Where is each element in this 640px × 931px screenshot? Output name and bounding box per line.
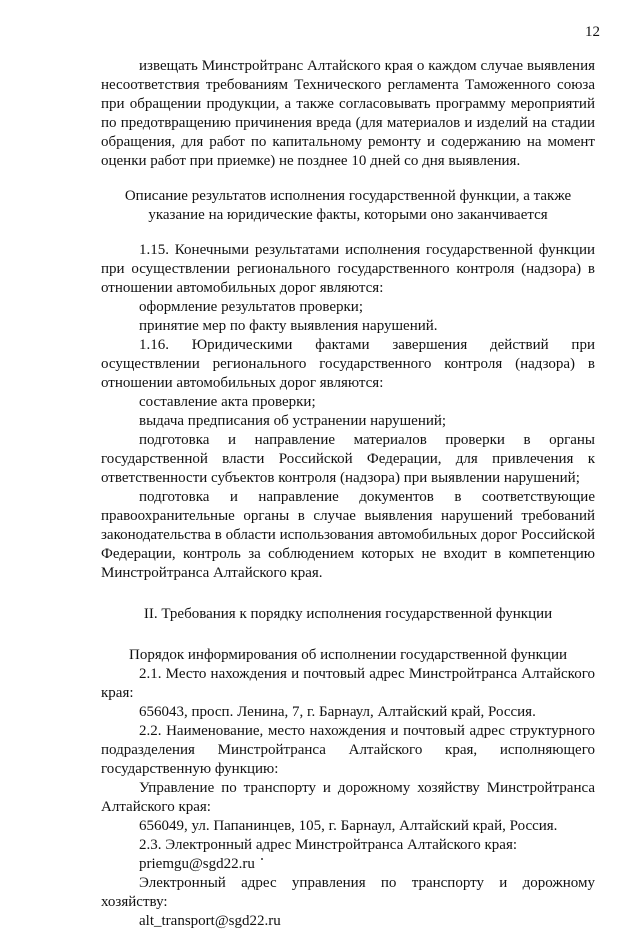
paragraph-1-16: 1.16. Юридическими фактами завершения действий при осуществлении регионального государственного контроля (надзора) в отношении автомобильных дорог являются:: [101, 337, 595, 391]
paragraph-2-1: 2.1. Место нахождения и почтовый адрес Минстройтранса Алтайского края:: [101, 666, 595, 701]
ministry-email: priemgu@sgd22.ru: [139, 856, 255, 872]
informing-subheading: Порядок информирования об исполнении государственной функции: [128, 647, 567, 663]
page-content: [101, 57, 595, 931]
department-email: alt_transport@sgd22.ru: [139, 913, 281, 929]
intro-paragraph: извещать Минстройтранс Алтайского края о каждом случае выявления несоответствия требованиям Технического регламента Таможенного союза при обращении продукции, а также согласовывать программу мероприятий по предотвращению причинения вреда (для материалов и изделий на стадии обращения, для работ по капитальному ремонту и содержанию на момент оценки работ при приемке) не позднее 10 дней со дня выявления.: [101, 58, 595, 169]
ministry-address: 656043, просп. Ленина, 7, г. Барнаул, Алтайский край, Россия.: [139, 704, 536, 720]
legal-fact-item: составление акта проверки;: [139, 394, 316, 410]
legal-fact-item: выдача предписания об устранении нарушений;: [139, 413, 447, 429]
page-number: 12: [585, 24, 600, 40]
department-name: Управление по транспорту и дорожному хозяйству Минстройтранса Алтайского края:: [101, 780, 595, 815]
scan-speck: [261, 858, 263, 860]
legal-fact-item: подготовка и направление материалов проверки в органы государственной власти Российской Федерации, для привлечения к ответственности субъектов контроля (надзора) при выявлении нарушений;: [101, 432, 595, 486]
paragraph-1-15: 1.15. Конечными результатами исполнения государственной функции при осуществлении регионального государственного контроля (надзора) в отношении автомобильных дорог являются:: [101, 242, 595, 296]
result-item: оформление результатов проверки;: [139, 299, 363, 315]
department-email-label: Электронный адрес управления по транспорту и дорожному хозяйству:: [101, 875, 595, 910]
results-section-heading: Описание результатов исполнения государственной функции, а также указание на юридические факты, которыми оно заканчивается: [124, 188, 572, 223]
paragraph-2-3: 2.3. Электронный адрес Минстройтранса Алтайского края:: [139, 837, 518, 853]
legal-fact-item: подготовка и направление документов в соответствующие правоохранительные органы в случае выявления нарушений требований законодательства в области использования автомобильных дорог Российской Федерации, контроль за соблюдением которых не входит в компетенцию Минстройтранса Алтайского края.: [101, 489, 595, 581]
section-2-heading: II. Требования к порядку исполнения государственной функции: [143, 606, 553, 622]
paragraph-2-2: 2.2. Наименование, место нахождения и почтовый адрес структурного подразделения Минстройтранса Алтайского края, исполняющего государственную функцию:: [101, 723, 595, 777]
result-item: принятие мер по факту выявления нарушений.: [139, 318, 438, 334]
department-address: 656049, ул. Папанинцев, 105, г. Барнаул, Алтайский край, Россия.: [139, 818, 558, 834]
